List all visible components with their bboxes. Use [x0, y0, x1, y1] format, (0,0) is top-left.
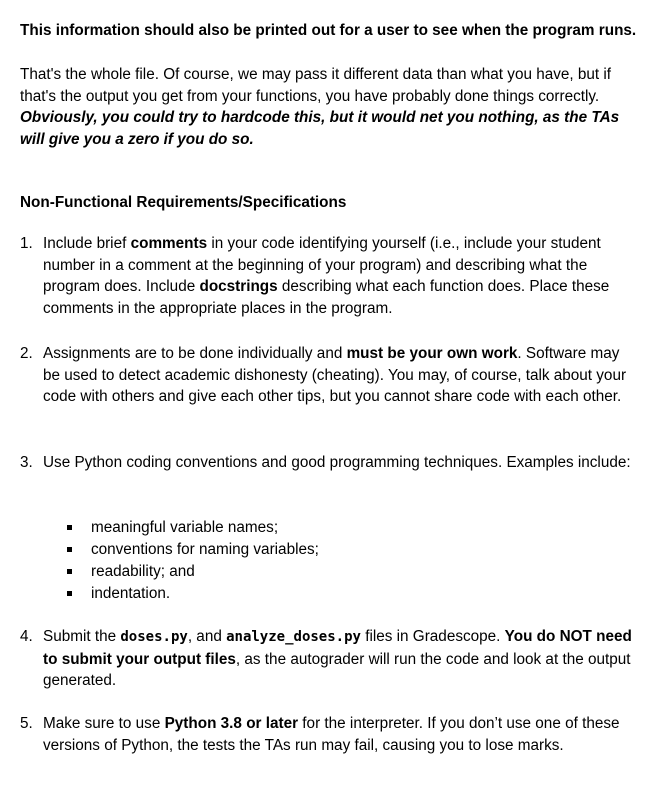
bullet-square-icon — [67, 525, 72, 530]
item-bold-own-work: must be your own work — [346, 345, 518, 362]
item-text-part: , as the autograder will run the code and look at the output generated. — [43, 650, 631, 689]
item-text-part: describing what each function does. Place these comments in the appropriate places in the program. — [43, 278, 610, 317]
requirement-item-5 — [20, 713, 640, 756]
bullet-text: indentation. — [91, 585, 171, 602]
item-number: 3. — [20, 454, 33, 471]
list-item — [66, 517, 319, 539]
item-text — [43, 452, 640, 474]
section-heading: Non-Functional Requirements/Specifications — [20, 194, 347, 211]
item-bold-no-output: You do NOT need to submit your output files — [43, 628, 632, 668]
item-text-part: Assignments are to be done individually and — [43, 345, 347, 362]
item-bold-python-version: Python 3.8 or later — [164, 715, 299, 732]
requirement-item-1 — [20, 233, 640, 319]
list-item — [66, 583, 319, 605]
bullet-text: conventions for naming variables; — [91, 541, 319, 558]
code-filename-doses: doses.py — [120, 629, 188, 645]
item-text — [43, 713, 640, 756]
code-filename-analyze-doses: analyze_doses.py — [226, 629, 361, 645]
item-text-part: Make sure to use — [43, 715, 165, 732]
list-item — [66, 539, 319, 561]
bullet-text: readability; and — [91, 563, 195, 580]
requirement-item-4 — [20, 626, 640, 692]
bullet-square-icon — [67, 591, 72, 596]
intro-bold-line: This information should also be printed out for a user to see when the program runs. — [20, 22, 637, 39]
item-text-part: files in Gradescope. — [360, 628, 505, 645]
intro-emphasis-text: Obviously, you could try to hardcode this, but it would net you nothing, as the TAs will give you a zero if you do so. — [20, 109, 620, 148]
bullet-text: meaningful variable names; — [91, 519, 279, 536]
item-number: 5. — [20, 715, 33, 732]
intro-body-text: That's the whole file. Of course, we may pass it different data than what you have, but if that's the output you get from your functions, you have probably done things correctly. — [20, 66, 612, 105]
item-number: 2. — [20, 345, 33, 362]
list-item — [66, 561, 319, 583]
requirement-item-2 — [20, 343, 640, 408]
item-text-part: Submit the — [43, 628, 121, 645]
item-text-part: in your code identifying yourself (i.e., include your student number in a comment at the beginning of your program) and describing what the program does. Include — [43, 235, 601, 295]
requirement-item-3 — [20, 452, 640, 474]
item-text-part: Include brief — [43, 235, 131, 252]
item-text — [43, 626, 640, 692]
item-bold-docstrings: docstrings — [199, 278, 278, 295]
item-text-part: Use Python coding conventions and good programming techniques. Examples include: — [43, 454, 631, 471]
intro-paragraph — [20, 64, 640, 150]
item-text — [43, 343, 640, 408]
bullet-square-icon — [67, 569, 72, 574]
conventions-bullet-list — [66, 517, 319, 605]
item-number: 1. — [20, 235, 33, 252]
bullet-square-icon — [67, 547, 72, 552]
item-number: 4. — [20, 628, 33, 645]
item-bold-comments: comments — [130, 235, 208, 252]
item-text-part: , and — [187, 628, 227, 645]
item-text — [43, 233, 640, 319]
item-text-part: . Software may be used to detect academic dishonesty (cheating). You may, of course, talk about your code with others and give each other tips, but you cannot share code with each other. — [43, 345, 627, 405]
item-text-part: for the interpreter. If you don’t use one of these versions of Python, the tests the TAs run may fail, causing you to lose marks. — [43, 715, 620, 754]
